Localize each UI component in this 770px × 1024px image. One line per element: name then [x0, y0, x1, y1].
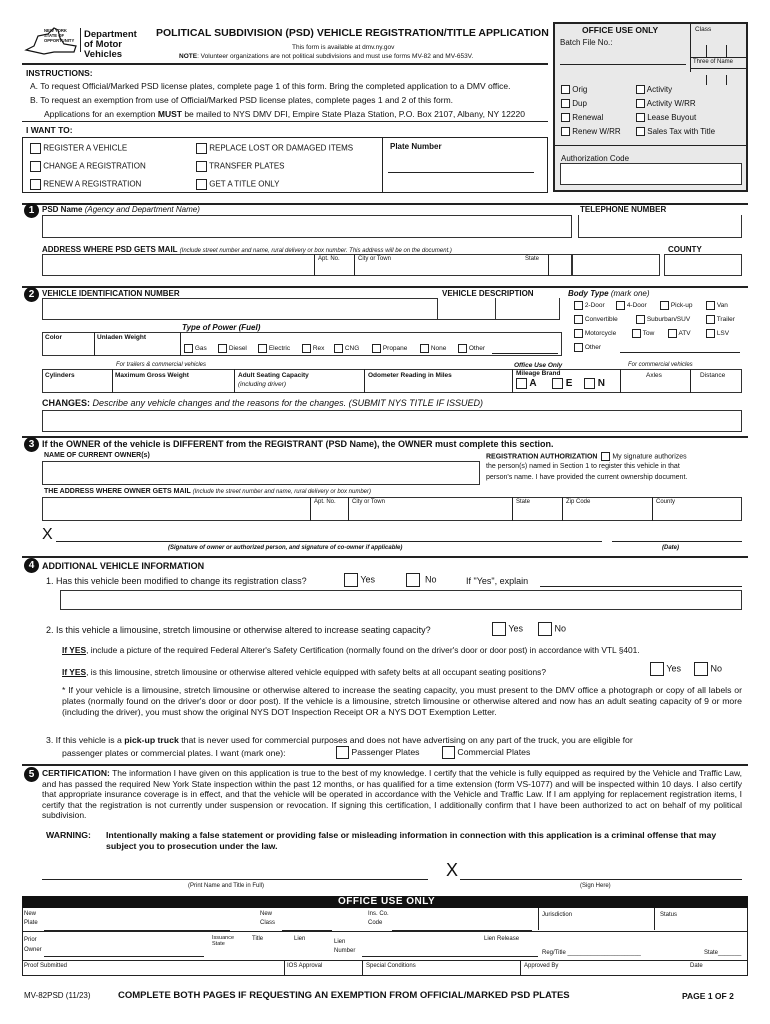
power-label: Type of Power (Fuel)	[182, 323, 261, 332]
office-use-bottom-heading: OFFICE USE ONLY	[338, 896, 436, 907]
auth-code-label: Authorization Code	[561, 154, 630, 163]
q1-text: 1. Has this vehicle been modified to change its registration class?	[46, 576, 307, 586]
jurisdiction-label: Jurisdiction	[542, 912, 573, 918]
address-label: ADDRESS WHERE PSD GETS MAIL (Include street number and name, rural delivery or box number. This address will be on the document.)	[42, 245, 452, 254]
changes-field[interactable]	[42, 410, 742, 432]
vin-label: VEHICLE IDENTIFICATION NUMBER	[42, 289, 180, 298]
footer-main: COMPLETE BOTH PAGES IF REQUESTING AN EXEMPTION FROM OFFICIAL/MARKED PSD PLATES	[118, 990, 570, 1001]
body-suv[interactable]: Suburban/SUV	[636, 315, 690, 324]
fuel-propane[interactable]: Propane	[372, 344, 407, 353]
county-label: COUNTY	[668, 245, 702, 254]
body-tow[interactable]: Tow	[632, 329, 654, 338]
batch-label: Batch File No.:	[560, 38, 613, 47]
body-lsv[interactable]: LSV	[706, 329, 729, 338]
owner-name-label: NAME OF CURRENT OWNER(s)	[44, 452, 150, 459]
psd-name-label: PSD Name (Agency and Department Name)	[42, 205, 200, 214]
sec4-heading: ADDITIONAL VEHICLE INFORMATION	[42, 561, 205, 571]
owner-signature-line[interactable]	[56, 541, 602, 542]
odometer-label: Odometer Reading in Miles	[368, 372, 452, 379]
apt-label: Apt. No.	[318, 256, 340, 262]
opt-replace-items[interactable]: REPLACE LOST OR DAMAGED ITEMS	[196, 143, 353, 154]
body-motorcycle[interactable]: Motorcycle	[574, 329, 616, 338]
q1-explain-label: If "Yes", explain	[466, 576, 529, 586]
instructions-heading: INSTRUCTIONS:	[26, 68, 93, 78]
fuel-electric[interactable]: Electric	[258, 344, 290, 353]
vin-field[interactable]	[42, 298, 438, 320]
fuel-cng[interactable]: CNG	[334, 344, 359, 353]
section-1-badge: 1	[24, 203, 39, 218]
lien-number-label: Lien Number	[334, 939, 356, 954]
body-4door[interactable]: 4-Door	[616, 301, 647, 310]
cert-signature-x: X	[446, 860, 459, 880]
ou-check-activity[interactable]: Activity	[636, 85, 672, 94]
fuel-diesel[interactable]: Diesel	[218, 344, 247, 353]
brand-n[interactable]: N	[584, 378, 605, 389]
ios-approval-label: IOS Approval	[287, 963, 323, 969]
fuel-gas[interactable]: Gas	[184, 344, 207, 353]
axles-label: Axles	[646, 372, 662, 379]
q2-text: 2. Is this vehicle a limousine, stretch limousine or otherwise altered to increase seating capacity?	[46, 625, 431, 635]
q1-explain-line[interactable]	[540, 586, 742, 587]
section-3-badge: 3	[24, 437, 39, 452]
issuance-state-label: Issuance State	[212, 935, 235, 947]
new-class-label: New Class	[260, 911, 276, 926]
sec3-heading: If the OWNER of the vehicle is DIFFERENT from the REGISTRANT (PSD Name), the OWNER must complete this section.	[42, 439, 554, 449]
auth-code-field[interactable]	[560, 163, 742, 185]
owner-city-label: City or Town	[352, 499, 385, 505]
instruction-b: B. To request an exemption from use of Official/Marked PSD license plates, complete pages 1 and 2 of this form.	[30, 95, 454, 105]
adult-seating-label: Adult Seating Capacity	[238, 372, 309, 379]
changes-label: CHANGES: Describe any vehicle changes and the reasons for the changes. (SUBMIT NYS TITLE IF ISSUED)	[42, 398, 484, 408]
body-2door[interactable]: 2-Door	[574, 301, 605, 310]
section-2-badge: 2	[24, 287, 39, 302]
opt-change-registration[interactable]: CHANGE A REGISTRATION	[30, 161, 146, 172]
print-name-caption: (Print Name and Title in Full)	[188, 883, 265, 889]
city-label: City or Town	[358, 256, 391, 262]
section-5-badge: 5	[24, 767, 39, 782]
nys-logo	[24, 24, 80, 58]
trailers-note: For trailers & commercial vehicles	[116, 362, 207, 368]
fuel-rex[interactable]: Rex	[302, 344, 324, 353]
body-van[interactable]: Van	[706, 301, 728, 310]
instruction-c: Applications for an exemption MUST be mailed to NYS DMV DFI, Empire State Plaza Station, P.O. Box 2107, Albany, NY 12220	[44, 109, 525, 119]
want-to-heading: I WANT TO:	[26, 125, 73, 135]
plate-number-field[interactable]	[388, 172, 534, 173]
q3-line2: passenger plates or commercial plates. I want (mark one):	[62, 748, 286, 758]
new-plate-label: New Plate	[24, 911, 38, 926]
plate-number-label: Plate Number	[390, 142, 442, 151]
fuel-none[interactable]: None	[420, 344, 446, 353]
office-use-heading: OFFICE USE ONLY	[582, 25, 659, 35]
year-field[interactable]	[438, 298, 496, 320]
owner-state-label: State	[516, 499, 531, 505]
q2b-text: If YES, is this limousine, stretch limousine or otherwise altered vehicle equipped with safety belts at all occupant seating positions?	[62, 667, 547, 677]
make-field[interactable]	[496, 298, 560, 320]
q2b-yes[interactable]: Yes	[650, 662, 681, 676]
state-label: State	[525, 256, 540, 262]
body-trailer[interactable]: Trailer	[706, 315, 735, 324]
fuel-other[interactable]: Other	[458, 344, 485, 353]
q2-no[interactable]: No	[538, 622, 566, 636]
telephone-label: TELEPHONE NUMBER	[580, 205, 667, 214]
certification-text: CERTIFICATION: The information I have given on this application is true to the best of my knowledge. I certify that the vehicle is fully equipped as required by the Vehicle and Traffic Law, and has passed the required New York State inspection within the past 12 months, or has qualified for a time extension (form VS-1077) and will be inspected within 10 days. I also certify that appropriate insurance coverage is in effect, and that the vehicle will be operated in accordance with the Vehicle and Traffic Law. If I am applying for replacement registration items, I certify that the registration is not currently under suspension or revocation. If signing this certification, I additionally confirm that I have been authorized to act on behalf of my political subdivision.	[42, 768, 742, 821]
owner-apt-label: Apt. No.	[314, 499, 336, 505]
ou-check-orig[interactable]: Orig	[561, 85, 587, 94]
opt-transfer-plates[interactable]: TRANSFER PLATES	[196, 161, 285, 172]
approved-by-label: Approved By	[524, 963, 559, 969]
reg-auth-text3: person's name. I have provided the current ownership document.	[486, 474, 688, 481]
owner-county-label: County	[656, 499, 676, 505]
header-note: NOTE: Volunteer organizations are not political subdivisions and must use forms MV-82 and MV-653V.	[179, 53, 474, 60]
distance-label: Distance	[700, 372, 726, 379]
form-subtitle: This form is available at dmv.ny.gov	[292, 44, 395, 51]
q1-no[interactable]: No	[406, 573, 437, 587]
owner-address-field[interactable]	[42, 497, 742, 521]
mileage-brand-label: Mileage Brand	[516, 370, 561, 377]
vehicle-desc-label: VEHICLE DESCRIPTION	[442, 289, 534, 298]
opt-register[interactable]: REGISTER A VEHICLE	[30, 143, 127, 154]
sign-here-line[interactable]	[460, 879, 742, 880]
q1-explain-field[interactable]	[60, 590, 742, 610]
ou-check-renew-wrr[interactable]: Renew W/RR	[561, 127, 621, 136]
owner-date-caption: (Date)	[662, 545, 680, 551]
q2b-no[interactable]: No	[694, 662, 722, 676]
owner-name-field[interactable]	[42, 461, 480, 485]
reg-auth-text2: the person(s) named in Section 1 to register this vehicle in that	[486, 463, 680, 470]
commercial-plates-option[interactable]: Commercial Plates	[442, 746, 530, 759]
q2-yes[interactable]: Yes	[492, 622, 523, 636]
owner-zip-label: Zip Code	[566, 499, 591, 505]
brand-e[interactable]: E	[552, 378, 572, 389]
body-convertible[interactable]: Convertible	[574, 315, 618, 324]
ou-check-renewal[interactable]: Renewal	[561, 113, 603, 122]
q3-text: 3. If this vehicle is a pick-up truck that is never used for commercial purposes and does not have advertising on any part of the truck, you are eligible for	[46, 735, 633, 745]
telephone-field[interactable]	[578, 215, 742, 238]
owner-sig-caption: (Signature of owner or authorized person, and signature of co-owner if applicable)	[168, 545, 403, 551]
q1-yes[interactable]: Yes	[344, 573, 375, 587]
form-title: POLITICAL SUBDIVISION (PSD) VEHICLE REGISTRATION/TITLE APPLICATION	[156, 27, 549, 39]
body-pickup[interactable]: Pick-up	[660, 301, 693, 310]
max-gross-label: Maximum Gross Weight	[115, 372, 189, 379]
lien-label: Lien	[294, 936, 306, 942]
opt-title-only[interactable]: GET A TITLE ONLY	[196, 179, 279, 190]
sign-here-caption: (Sign Here)	[580, 883, 611, 889]
address-field[interactable]	[42, 254, 572, 276]
opt-renew[interactable]: RENEW A REGISTRATION	[30, 179, 141, 190]
special-conditions-label: Special Conditions	[366, 963, 416, 969]
incl-driver-label: (including driver)	[238, 381, 287, 388]
prior-owner-label: Prior Owner	[24, 937, 42, 953]
q2a-text: If YES, include a picture of the required Federal Alterer's Safety Certification (normally found on the driver's door or door post) in accordance with VTL §401.	[62, 645, 640, 655]
reg-title-label: Reg/Title ______________________	[542, 950, 641, 956]
owner-address-label: THE ADDRESS WHERE OWNER GETS MAIL (Include the street number and name, rural delivery or box number)	[44, 488, 371, 495]
color-label: Color	[45, 334, 62, 341]
proof-submitted-label: Proof Submitted	[24, 963, 68, 969]
print-name-line[interactable]	[42, 879, 428, 880]
section-4-badge: 4	[24, 558, 39, 573]
owner-signature-x: X	[42, 526, 53, 543]
instruction-a: A. To request Official/Marked PSD license plates, complete page 1 of this form. Bring the completed application to a DMV office.	[30, 81, 511, 91]
logo-text: NEW YORK STATE OF OPPORTUNITY	[44, 28, 75, 43]
reg-auth-label[interactable]: REGISTRATION AUTHORIZATION My signature authorizes	[486, 453, 687, 461]
ou-check-lease-buyout[interactable]: Lease Buyout	[636, 113, 696, 122]
form-id: MV-82PSD (11/23)	[24, 991, 91, 1000]
body-atv[interactable]: ATV	[668, 329, 691, 338]
page-number: PAGE 1 OF 2	[682, 991, 734, 1001]
brand-a[interactable]: A	[516, 378, 537, 389]
class-label: Class	[695, 26, 712, 33]
ou-check-dup[interactable]: Dup	[561, 99, 587, 108]
warning-text: Intentionally making a false statement or providing false or misleading information in connection with this application is a criminal offense that may subject you to prosecution under the law.	[106, 830, 717, 851]
office-use-only-label: Office Use Only	[514, 362, 563, 369]
limo-note: * If your vehicle is a limousine, stretch limousine or otherwise altered to increase the seating capacity, you must present to the DMV office a photograph or copy of all labels or plates (normally found on the driver's door or door post). If the vehicle is a limousine, stretch limousine or otherwise altered and now has an adult seating capacity of 9 or more (including the driver), you must show the original NYS DOT Inspection Receipt OR a NYS DOT Exemption Letter.	[62, 685, 742, 717]
cylinders-label: Cylinders	[45, 372, 75, 379]
title-label: Title	[252, 936, 264, 942]
three-of-name: Three of Name	[693, 59, 734, 65]
agency-name: Department of Motor Vehicles	[84, 29, 137, 60]
body-type-label: Body Type (mark one)	[568, 289, 650, 298]
ou-date-label: Date	[690, 963, 703, 969]
commercial-note: For commercial vehicles	[628, 362, 693, 368]
passenger-plates-option[interactable]: Passenger Plates	[336, 746, 420, 759]
body-other[interactable]: Other	[574, 343, 601, 352]
warning-label: WARNING:	[46, 830, 91, 840]
ins-co-code-label: Ins. Co. Code	[368, 911, 389, 926]
lien-release-label: Lien Release	[484, 936, 520, 942]
status-label: Status	[660, 912, 678, 918]
owner-date-line[interactable]	[612, 541, 742, 542]
zip-field[interactable]	[572, 254, 660, 276]
psd-name-field[interactable]	[42, 215, 572, 238]
county-field[interactable]	[664, 254, 742, 276]
unladen-label: Unladen Weight	[97, 334, 146, 341]
ou-state-label: State_______	[704, 950, 742, 956]
ou-check-sales-tax[interactable]: Sales Tax with Title	[636, 127, 715, 136]
ou-check-activity-wrr[interactable]: Activity W/RR	[636, 99, 696, 108]
